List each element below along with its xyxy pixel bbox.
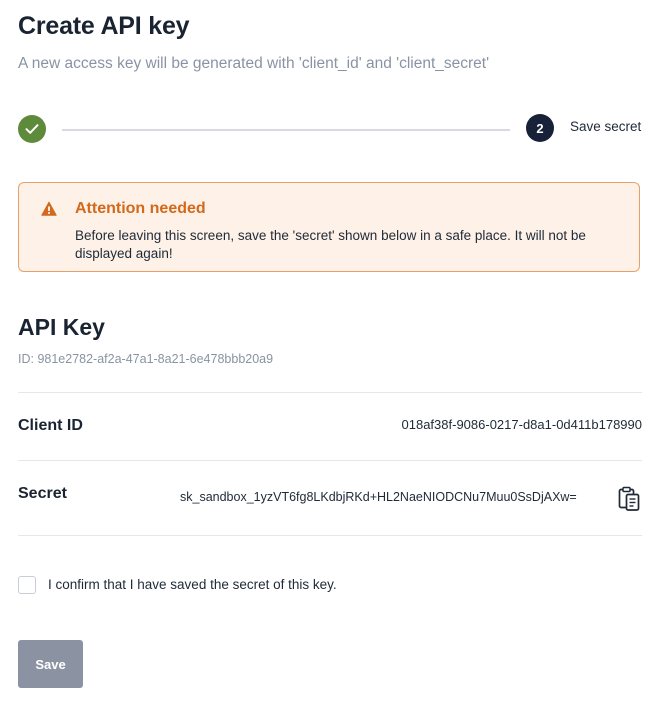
confirm-checkbox-label[interactable]: I confirm that I have saved the secret of this key. <box>48 577 337 592</box>
clipboard-copy-icon <box>618 486 640 512</box>
check-icon <box>25 123 39 135</box>
alert-title: Attention needed <box>75 200 206 217</box>
page-subtitle: A new access key will be generated with 'client_id' and 'client_secret' <box>18 55 490 72</box>
divider <box>18 392 642 393</box>
attention-alert <box>18 182 640 272</box>
step-2-indicator: 2 <box>526 114 554 142</box>
secret-label: Secret <box>18 485 67 502</box>
page-title: Create API key <box>18 12 190 40</box>
step-connector <box>62 129 510 131</box>
divider <box>18 535 642 536</box>
step-1-completed <box>18 115 46 143</box>
divider <box>18 460 642 461</box>
warning-icon <box>41 201 57 217</box>
secret-value: sk_sandbox_1yzVT6fg8LKdbjRKd+HL2NaeNIODCNu7Muu0SsDjAXw= <box>180 490 577 504</box>
client-id-value: 018af38f-9086-0217-d8a1-0d411b178990 <box>401 417 642 432</box>
save-button[interactable]: Save <box>18 640 83 688</box>
step-2-label: Save secret <box>570 119 642 134</box>
alert-message: Before leaving this screen, save the 'secret' shown below in a safe place. It will not be displayed again! <box>75 228 586 261</box>
api-key-title: API Key <box>18 314 105 340</box>
copy-secret-button[interactable] <box>618 486 640 512</box>
client-id-label: Client ID <box>18 417 83 434</box>
api-key-id: ID: 981e2782-af2a-47a1-8a21-6e478bbb20a9 <box>18 352 274 366</box>
confirm-checkbox[interactable] <box>18 576 36 594</box>
